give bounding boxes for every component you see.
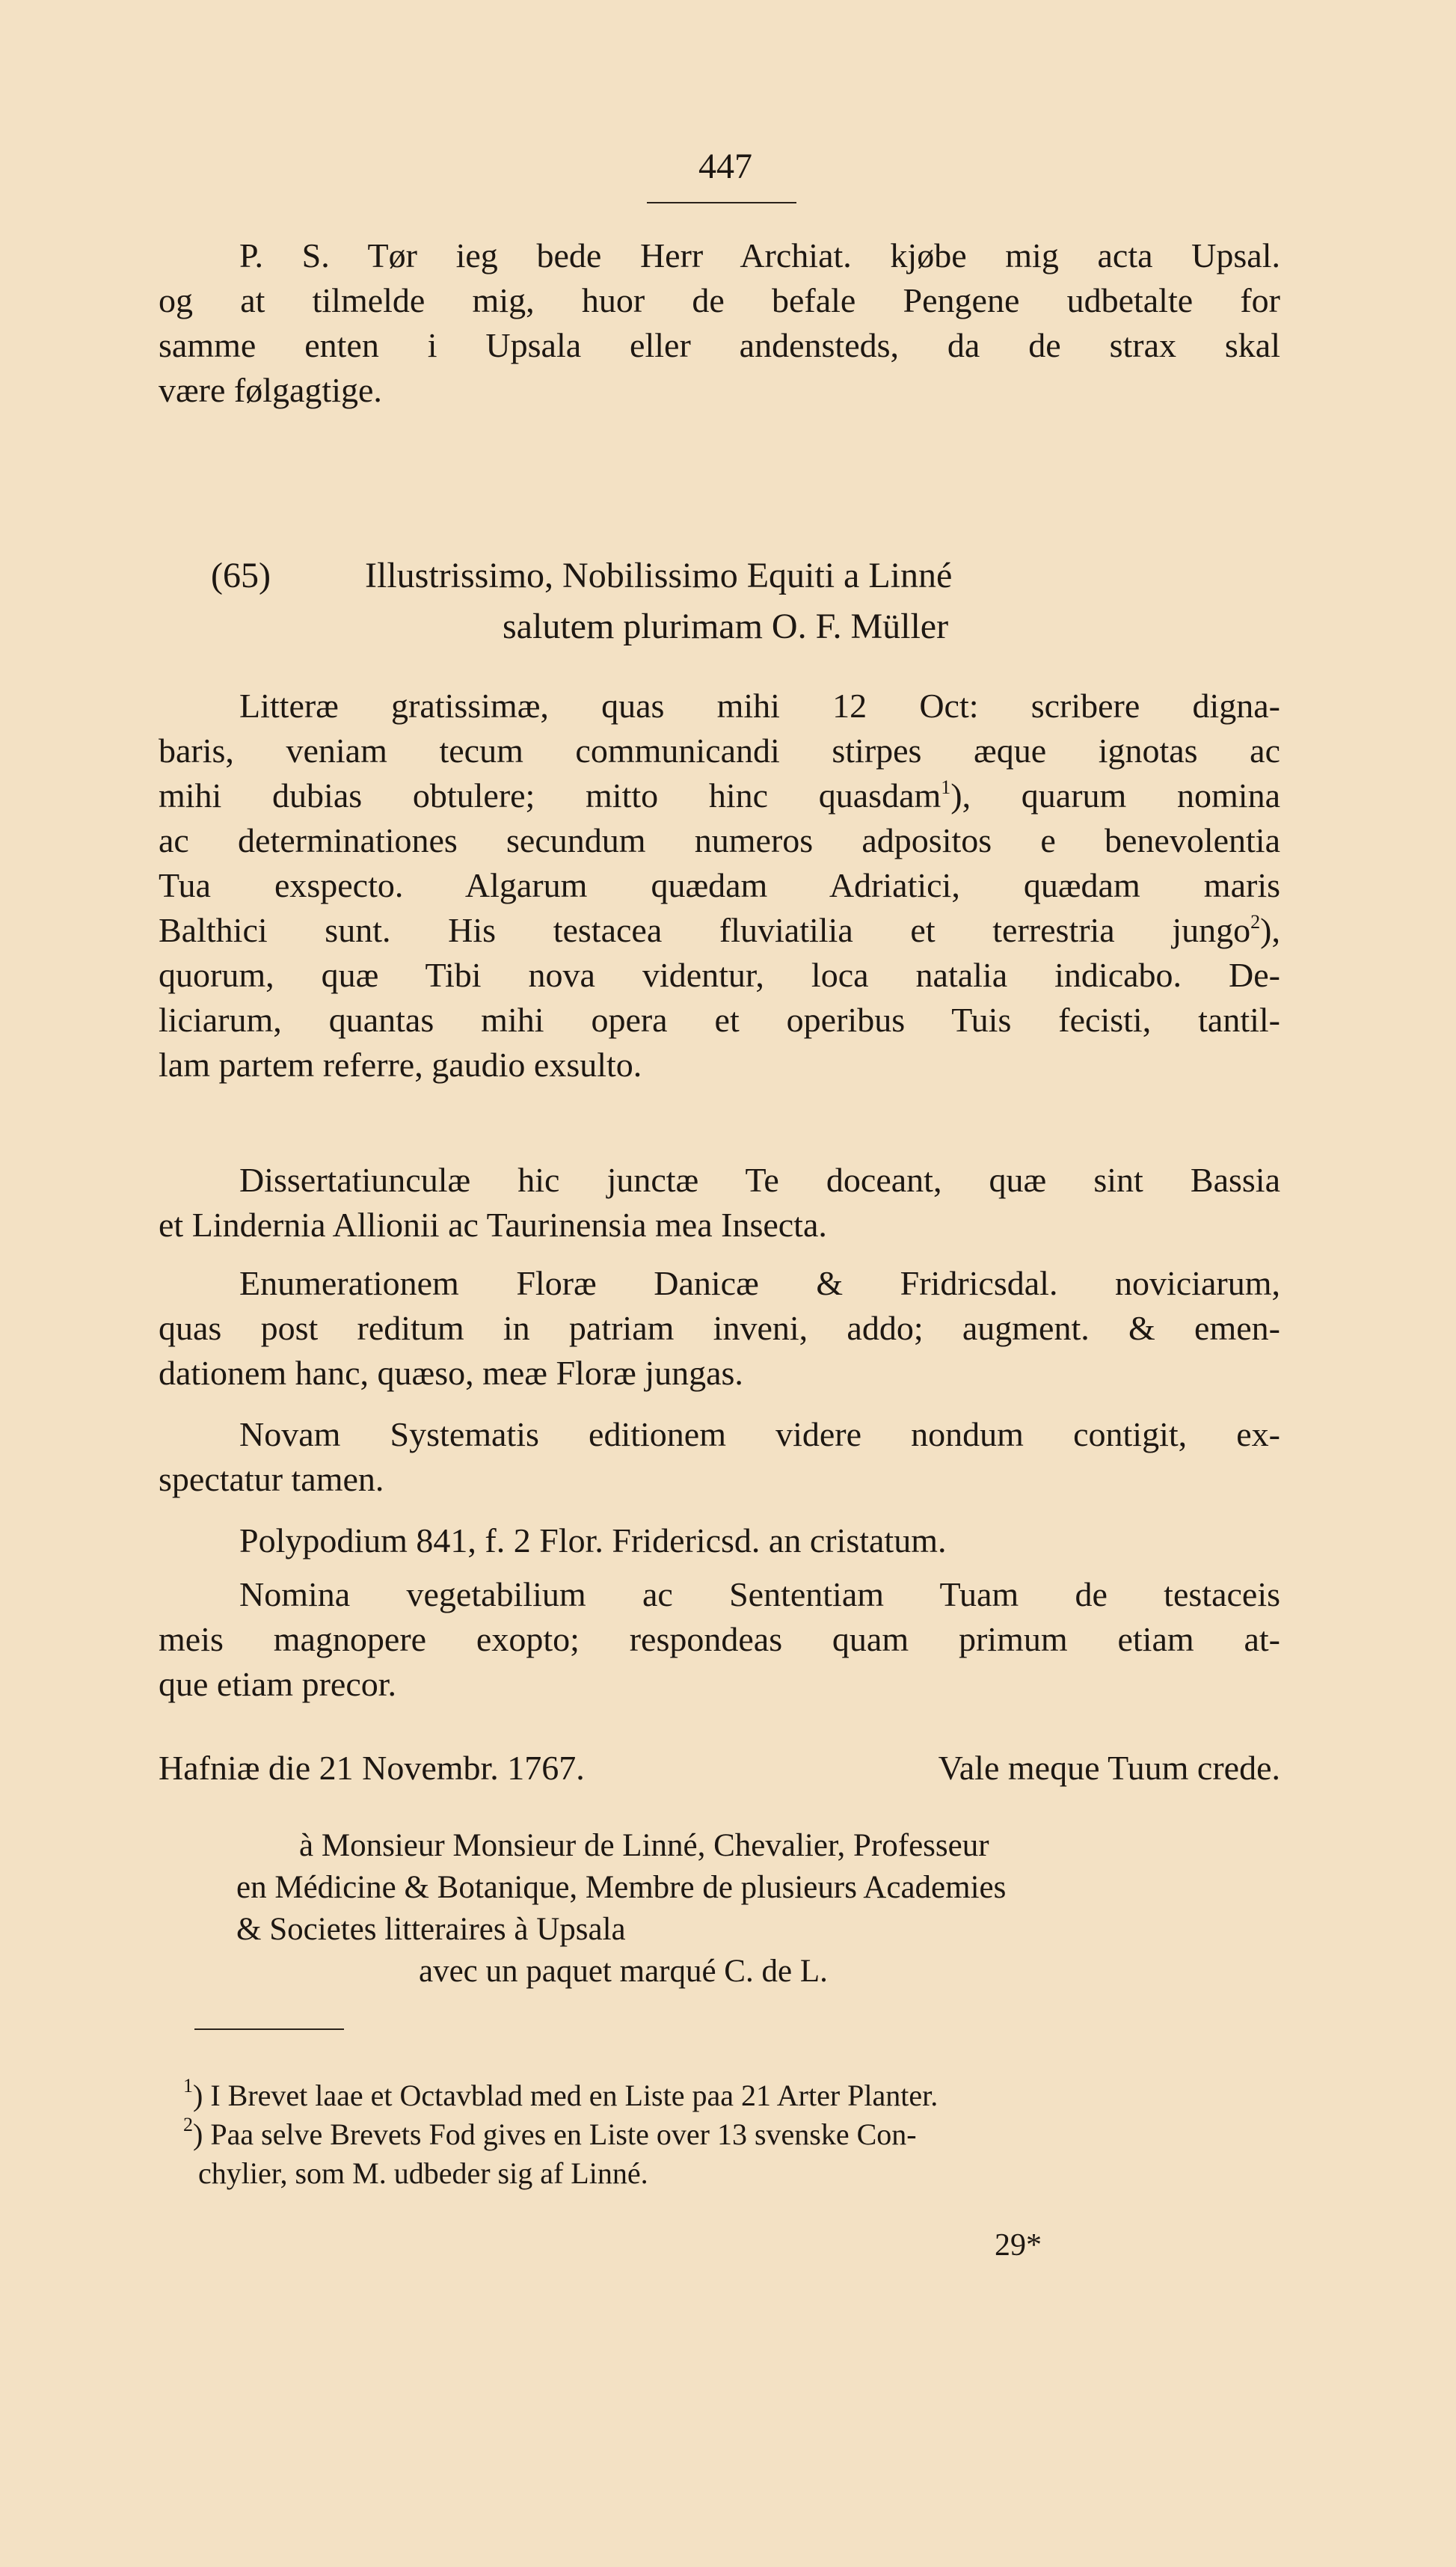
address-line: en Médicine & Botanique, Membre de plusieurs Academies [236, 1870, 1007, 1905]
letter-paragraph-5 [159, 1518, 1280, 1563]
footnote-mark: 1 [183, 2075, 193, 2097]
text-line: Enumerationem Floræ Danicæ & Fridricsdal. noviciarum, [239, 1264, 1280, 1302]
footnote-1 [183, 2076, 1283, 2115]
text-line: Tua exspecto. Algarum quædam Adriatici, quædam maris [159, 866, 1280, 904]
text-line: Polypodium 841, f. 2 Flor. Fridericsd. an cristatum. [239, 1521, 947, 1559]
ps-line: samme enten i Upsala eller andensteds, da de strax skal [159, 326, 1280, 364]
letter-number: (65) [211, 556, 271, 595]
address-line: & Societes litteraires à Upsala [236, 1912, 626, 1947]
closing-line [159, 1746, 1280, 1791]
closing-valediction: Vale meque Tuum crede. [938, 1749, 1280, 1787]
text-line: spectatur tamen. [159, 1460, 384, 1498]
letter-heading-salutation: salutem plurimam O. F. Müller [503, 607, 949, 646]
text-line: meis magnopere exopto; respondeas quam primum etiam at- [159, 1620, 1280, 1658]
ps-line: og at tilmelde mig, huor de befale Pengene udbetalte for [159, 281, 1280, 319]
footnote-2-continuation: chylier, som M. udbeder sig af Linné. [198, 2156, 648, 2190]
postscript [159, 233, 1280, 413]
ps-line: P. S. Tør ieg bede Herr Archiat. kjøbe mig acta Upsal. [239, 236, 1280, 275]
signature-mark: 29* [995, 2228, 1042, 2263]
address-line: à Monsieur Monsieur de Linné, Chevalier, Professeur [299, 1828, 989, 1863]
text-line: quorum, quæ Tibi nova videntur, loca natalia indicabo. De- [159, 956, 1280, 994]
ps-line: være følgagtige. [159, 371, 382, 409]
letter-paragraph-2 [159, 1158, 1280, 1248]
letter-paragraph-6 [159, 1572, 1280, 1707]
footnote-mark: 2 [183, 2114, 193, 2135]
text-segment: ), [1260, 911, 1280, 949]
footnote-text: ) Paa selve Brevets Fod gives en Liste over 13 svenske Con- [193, 2117, 917, 2151]
footnote-rule [194, 2028, 344, 2030]
footnote-ref: 1 [941, 776, 951, 798]
text-line: liciarum, quantas mihi opera et operibus Tuis fecisti, tantil- [159, 1001, 1280, 1039]
footnote-ref: 2 [1250, 911, 1261, 933]
text-segment: , quarum nomina [962, 776, 1280, 815]
page-number: 447 [698, 147, 752, 186]
text-line: baris, veniam tecum communicandi stirpes æque ignotas ac [159, 732, 1280, 770]
text-line [159, 908, 1280, 953]
text-segment: mihi dubias obtulere; mitto hinc quasdam [159, 776, 942, 815]
letter-paragraph-4 [159, 1412, 1280, 1502]
address-line: avec un paquet marqué C. de L. [419, 1954, 828, 1989]
text-line: Nomina vegetabilium ac Sententiam Tuam de testaceis [239, 1575, 1280, 1613]
text-line [159, 773, 1280, 818]
text-line: dationem hanc, quæso, meæ Floræ jungas. [159, 1354, 743, 1392]
text-line: que etiam precor. [159, 1665, 397, 1703]
text-line: Novam Systematis editionem videre nondum contigit, ex- [239, 1415, 1280, 1453]
footnote-text: ) I Brevet laae et Octavblad med en Liste paa 21 Arter Planter. [193, 2079, 939, 2112]
text-line: et Lindernia Allionii ac Taurinensia mea Insecta. [159, 1206, 827, 1244]
text-line: Dissertatiunculæ hic junctæ Te doceant, quæ sint Bassia [239, 1161, 1280, 1199]
footnote-2 [183, 2115, 1283, 2154]
letter-paragraph-3 [159, 1261, 1280, 1396]
text-line: Litteræ gratissimæ, quas mihi 12 Oct: scribere digna- [239, 687, 1280, 725]
text-line: lam partem referre, gaudio exsulto. [159, 1046, 642, 1084]
footnotes [183, 2076, 1283, 2193]
text-segment: Balthici sunt. His testacea fluviatilia et terrestria jungo [159, 911, 1251, 949]
page-number-rule [647, 202, 796, 203]
text-line: ac determinationes secundum numeros adpositos e benevolentia [159, 821, 1280, 859]
closing-place-date: Hafniæ die 21 Novembr. 1767. [159, 1749, 585, 1787]
letter-paragraph-1 [159, 684, 1280, 1088]
text-line: quas post reditum in patriam inveni, addo; augment. & emen- [159, 1309, 1280, 1347]
letter-heading: Illustrissimo, Nobilissimo Equiti a Linné [365, 556, 953, 595]
text-segment: ) [950, 776, 962, 815]
address-block [209, 1825, 1286, 1993]
